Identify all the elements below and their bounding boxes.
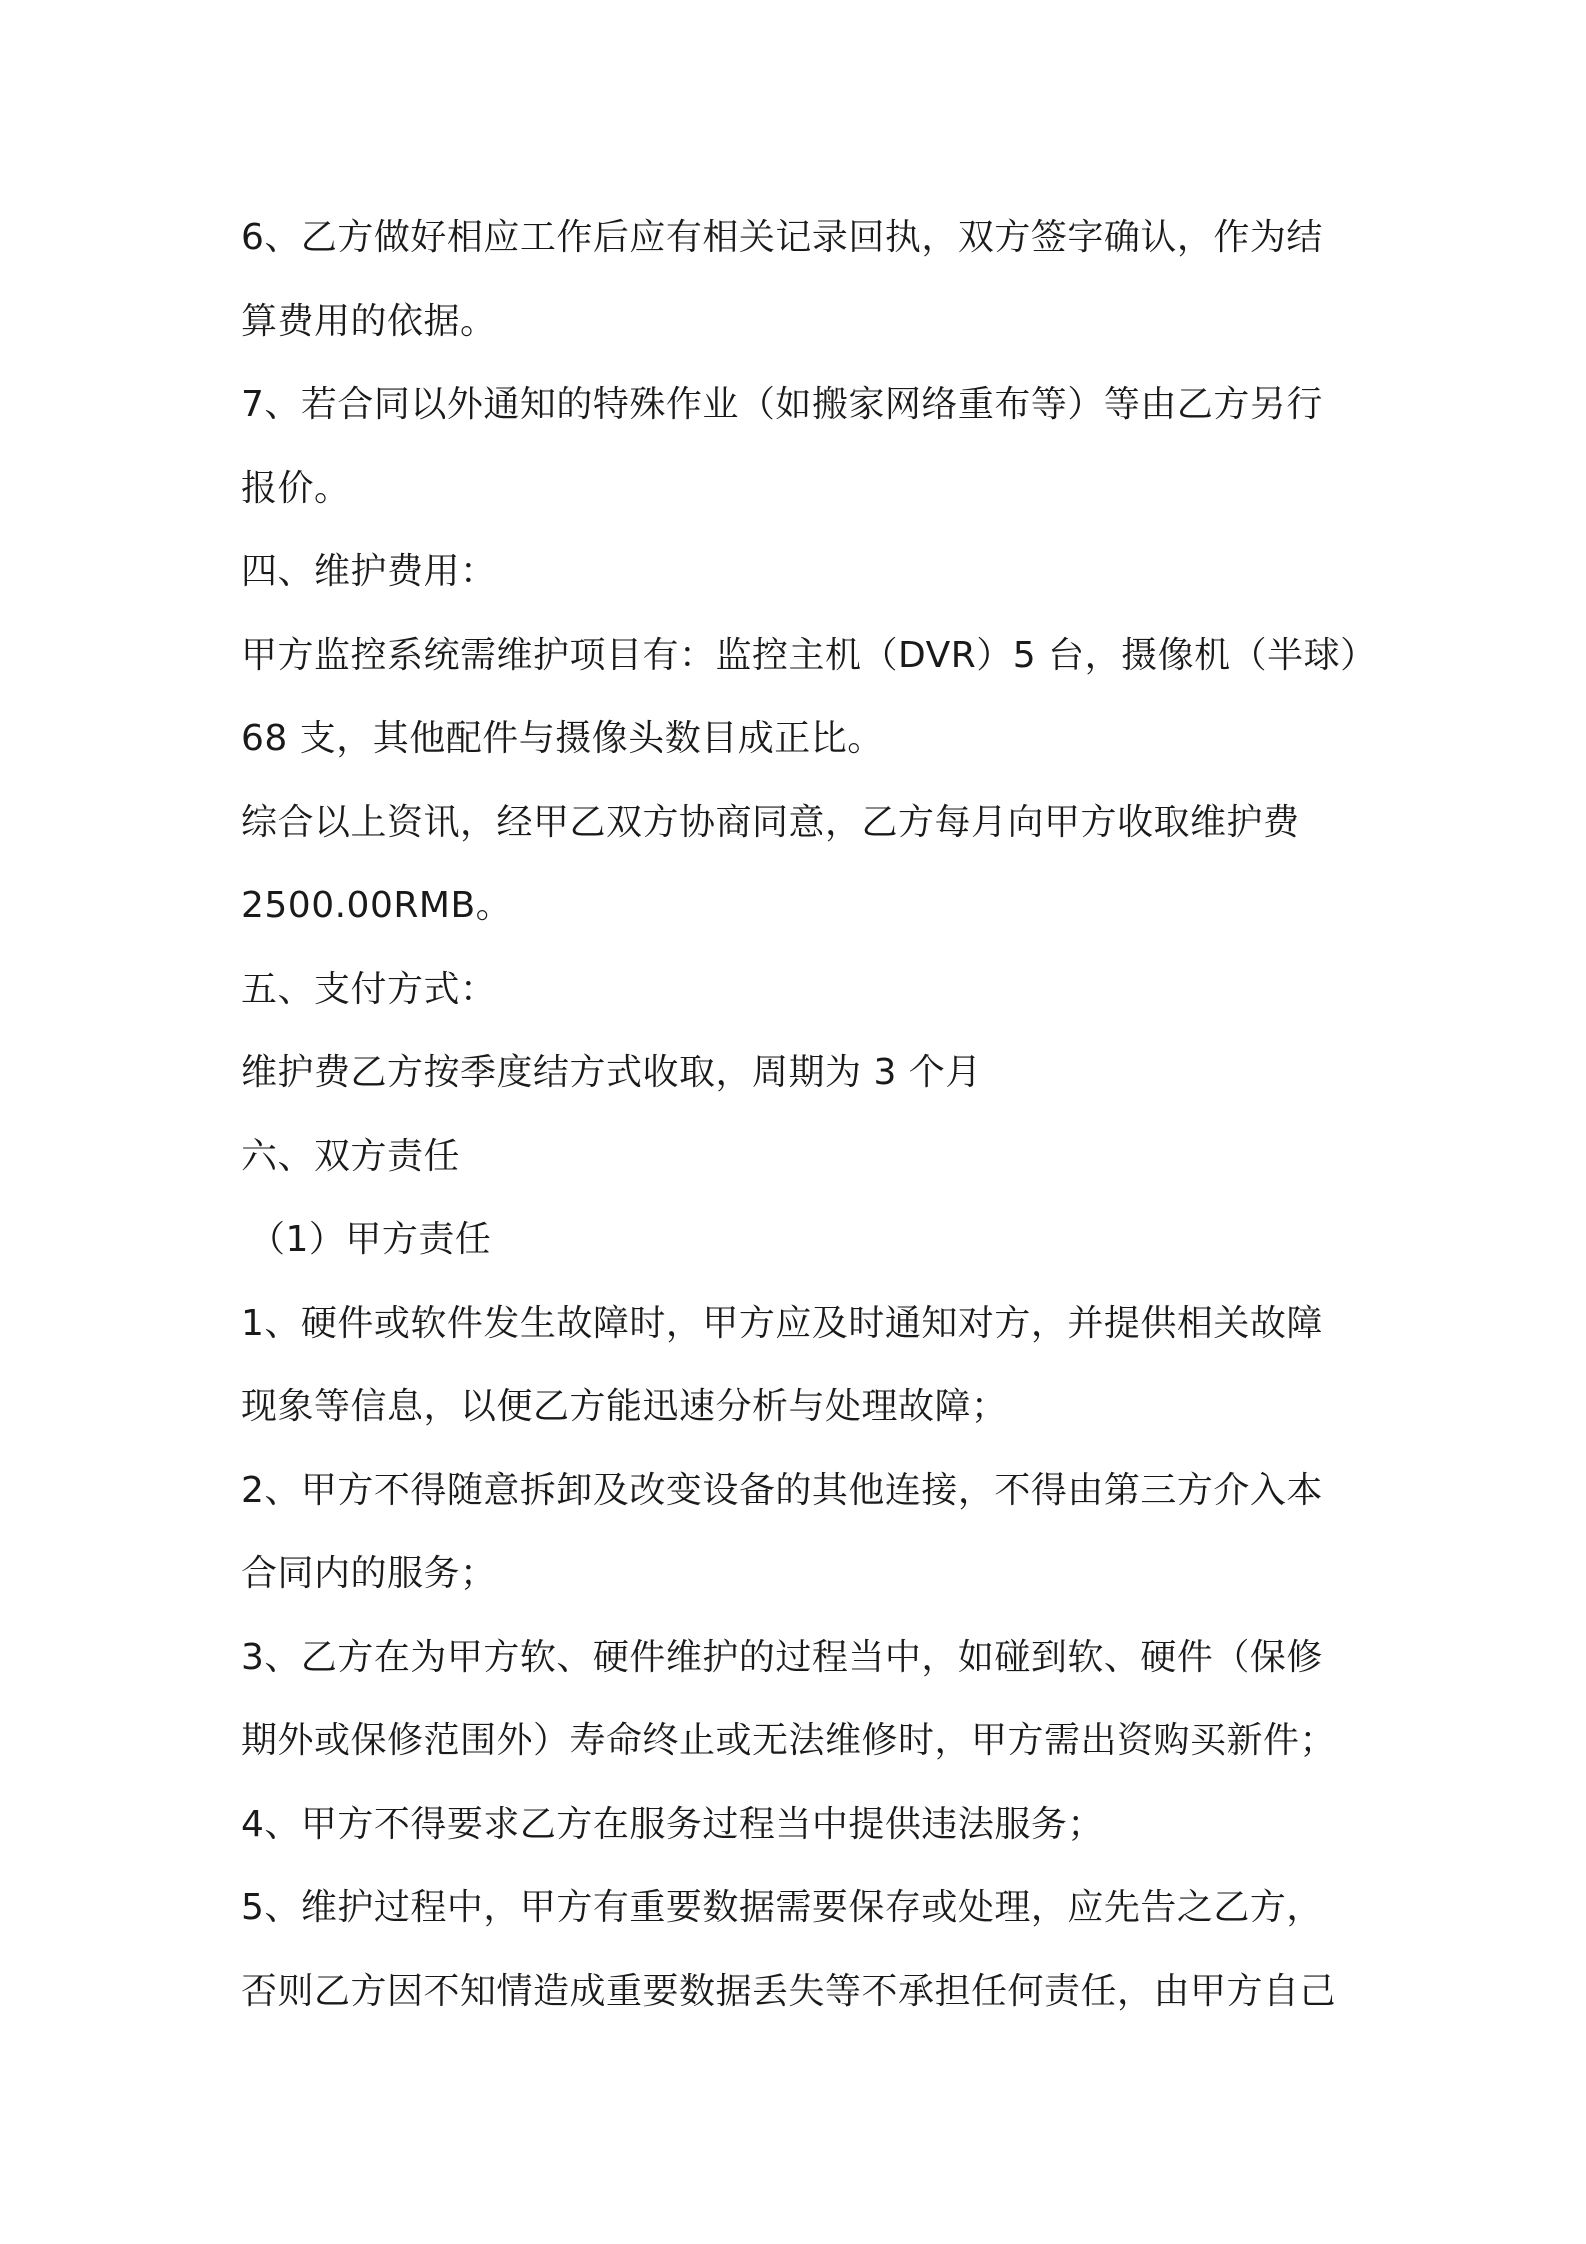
section-heading: 四、维护费用： [241, 551, 497, 592]
text-line: 7、若合同以外通知的特殊作业（如搬家网络重布等）等由乙方另行 [241, 384, 1323, 425]
text-line: 维护费乙方按季度结方式收取，周期为 3 个月 [241, 1052, 982, 1093]
text-line: 合同内的服务； [241, 1553, 497, 1594]
text-line: 综合以上资讯，经甲乙双方协商同意，乙方每月向甲方收取维护费 [241, 801, 1300, 843]
text-line: 期外或保修范围外）寿命终止或无法维修时，甲方需出资购买新件； [241, 1720, 1337, 1761]
text-line: 甲方监控系统需维护项目有：监控主机（DVR）5 台，摄像机（半球） [241, 634, 1377, 676]
text-line: 否则乙方因不知情造成重要数据丢失等不承担任何责任，由甲方自己 [241, 1970, 1337, 2012]
text-line: 68 支，其他配件与摄像头数目成正比。 [241, 718, 884, 759]
text-line: 现象等信息，以便乙方能迅速分析与处理故障； [241, 1386, 1008, 1427]
subsection-heading: （1）甲方责任 [249, 1219, 492, 1260]
text-line: 报价。 [241, 467, 351, 509]
section-heading: 六、双方责任 [241, 1135, 461, 1177]
text-line: 3、乙方在为甲方软、硬件维护的过程当中，如碰到软、硬件（保修 [241, 1636, 1323, 1678]
section-heading: 五、支付方式： [241, 968, 497, 1010]
text-line: 1、硬件或软件发生故障时，甲方应及时通知对方，并提供相关故障 [241, 1302, 1323, 1344]
text-line: 2、甲方不得随意拆卸及改变设备的其他连接，不得由第三方介入本 [241, 1469, 1323, 1511]
text-line: 4、甲方不得要求乙方在服务过程当中提供违法服务； [241, 1803, 1104, 1845]
text-line: 5、维护过程中，甲方有重要数据需要保存或处理，应先告之乙方， [241, 1887, 1323, 1928]
text-line: 算费用的依据。 [241, 300, 497, 342]
document-body [241, 196, 1377, 2033]
text-line: 2500.00RMB。 [241, 885, 513, 926]
text-line: 6、乙方做好相应工作后应有相关记录回执，双方签字确认，作为结 [241, 217, 1323, 258]
